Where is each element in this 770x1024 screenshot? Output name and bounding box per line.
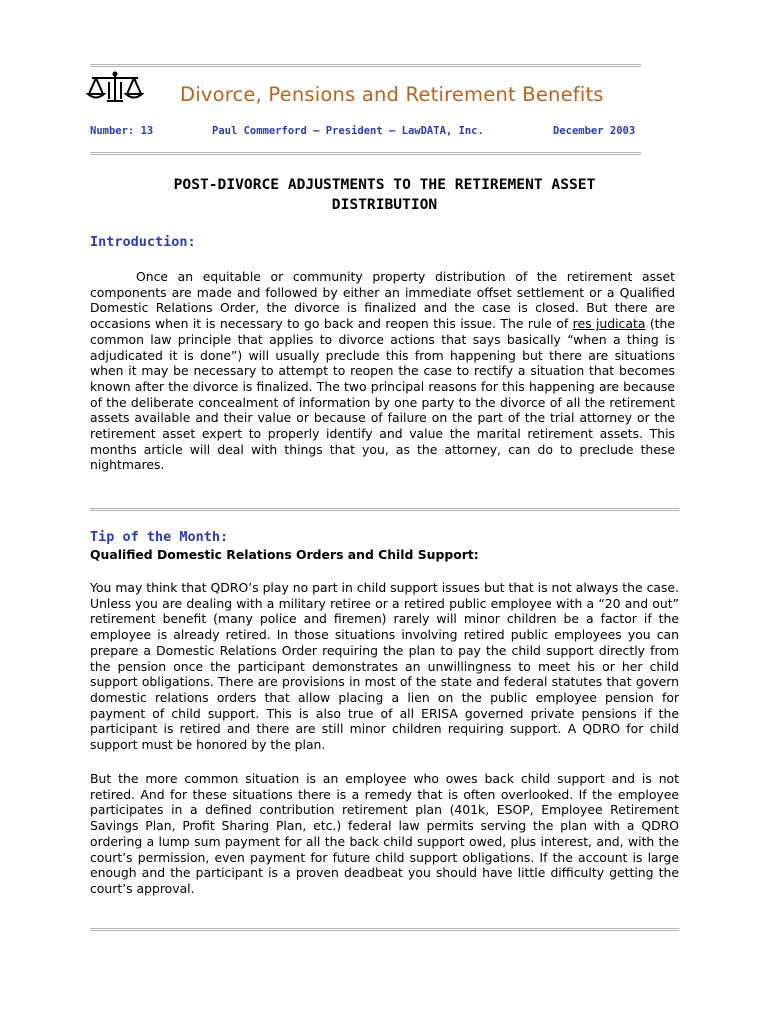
article-title-line-1: POST-DIVORCE ADJUSTMENTS TO THE RETIREMENT ASSET — [173, 176, 596, 193]
introduction-paragraph — [90, 269, 675, 473]
tip-paragraph-1 — [90, 580, 679, 753]
bottom-rule — [90, 928, 679, 931]
tip-paragraph-1-text: You may think that QDRO’s play no part in child support issues but that is not always the case. Unless you are dealing with a military retiree or a retired public employee with a “20 and out” retirement benefit (many police and firemen) rarely will minor children be a factor if the employee is already retired. In those situations involving retired public employees you can prepare a Domestic Relations Order requiring the plan to pay the child support directly from the pension once the participant demonstrates an unwillingness to meet his or her child support obligations. There are provisions in most of the state and federal statutes that govern domestic relations orders that allow placing a lien on the public employee pension for payment of child support. This is also true of all ERISA governed private pensions if the participant is retired and there are still minor children requiring support. A QDRO for child support must be honored by the plan. — [90, 580, 679, 753]
tip-heading: Tip of the Month: — [90, 529, 229, 545]
intro-text-2: (the common law principle that applies to divorce actions that says basically “when a thing is adjudicated it is done”) will usually preclude this from happening but there are situations when it may be necessary to attempt to reopen the case to rectify a situation that becomes known after the divorce is finalized. The two principal reasons for this happening are because of the deliberate concealment of information by one party to the divorce of all the retirement assets available and their value or because of failure on the part of the trial attorney or the retirement asset expert to properly identify and value the marital retirement assets. This months article will deal with things that you, as the attorney, can do to preclude these nightmares. — [90, 316, 676, 473]
tip-paragraph-2 — [90, 771, 679, 897]
introduction-heading: Introduction: — [90, 234, 196, 250]
issue-number: Number: 13 — [90, 125, 154, 137]
section-divider — [90, 508, 679, 511]
article-title — [90, 175, 679, 215]
masthead-title: Divorce, Pensions and Retirement Benefits — [180, 83, 604, 106]
tip-subheading: Qualified Domestic Relations Orders and Child Support: — [90, 547, 479, 562]
article-title-line-2: DISTRIBUTION — [331, 196, 438, 213]
author-line: Paul Commerford – President – LawDATA, Inc. — [212, 125, 484, 137]
scales-of-justice-icon — [86, 70, 144, 106]
top-rule — [90, 64, 641, 67]
tip-paragraph-2-text: But the more common situation is an employee who owes back child support and is not retired. And for these situations there is a remedy that is often overlooked. If the employee participates in a defined contribution retirement plan (401k, ESOP, Employee Retirement Savings Plan, Profit Sharing Plan, etc.) federal law permits serving the plan with a QDRO ordering a lump sum payment for all the back child support owed, plus interest, and, with the court’s permission, even payment for future child support obligations. If the account is large enough and the participant is a proven deadbeat you should have little difficulty getting the court’s approval. — [90, 771, 679, 896]
res-judicata-term: res judicata — [572, 316, 646, 332]
intro-text-1: Once an equitable or community property distribution of the retirement asset components are made and followed by either an immediate offset settlement or a Qualified Domestic Relations Order, the divorce is finalized and the case is closed. But there are occasions when it is necessary to go back and reopen this issue. The rule of — [90, 269, 675, 332]
masthead-rule — [90, 152, 641, 155]
introduction-body — [90, 269, 675, 473]
issue-date: December 2003 — [553, 125, 636, 137]
